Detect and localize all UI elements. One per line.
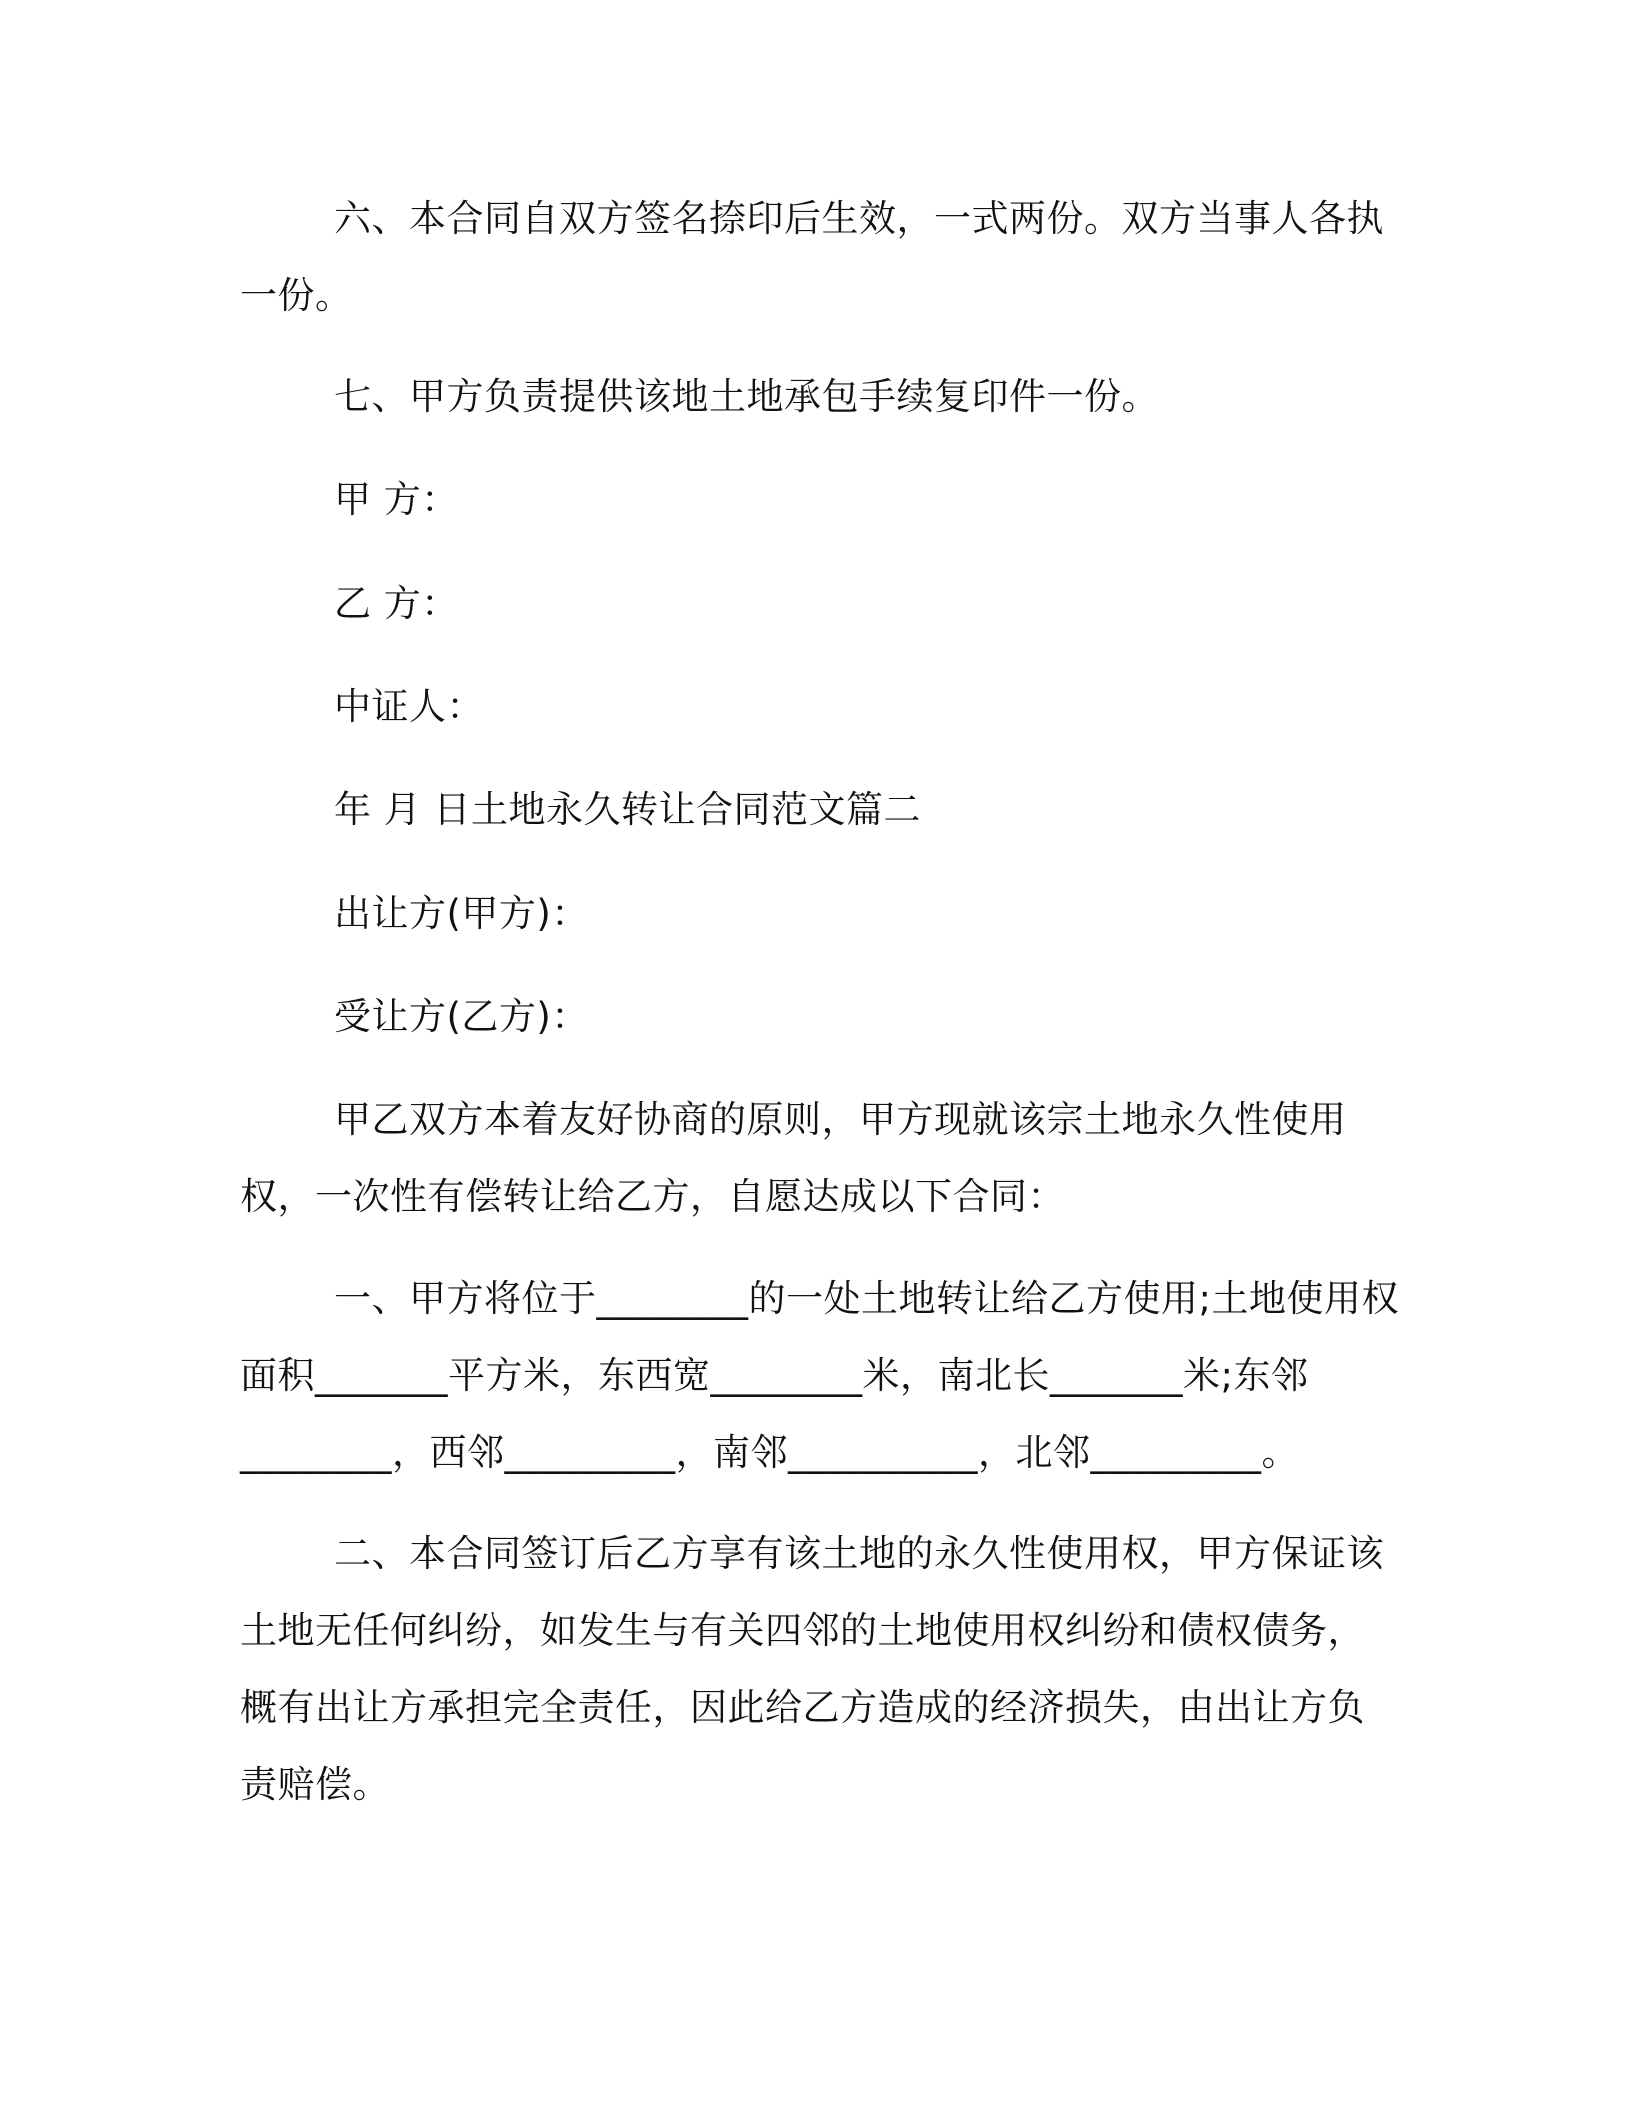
preamble-paragraph: 甲乙双方本着友好协商的原则，甲方现就该宗土地永久性使用权，一次性有偿转让给乙方，自愿达成以下合同： [240, 1098, 1347, 1218]
witness-signature-line: 中证人： [334, 685, 484, 728]
clause-seven-paragraph: 七、甲方负责提供该地土地承包手续复印件一份。 [334, 375, 1159, 418]
party-a-signature-line: 甲 方： [334, 478, 459, 521]
transferor-line: 出让方(甲方)： [334, 892, 589, 935]
transferee-line: 受让方(乙方)： [334, 995, 589, 1038]
clause-one-paragraph: 一、甲方将位于________的一处土地转让给乙方使用;土地使用权面积_______平方米，东西宽________米，南北长_______米;东邻________，西邻_________，南邻__________，北邻_________。 [240, 1277, 1399, 1474]
date-and-section-title: 年 月 日土地永久转让合同范文篇二 [334, 788, 922, 831]
party-b-signature-line: 乙 方： [334, 582, 459, 625]
clause-six-paragraph: 六、本合同自双方签名捺印后生效，一式两份。双方当事人各执一份。 [240, 197, 1384, 317]
clause-two-paragraph: 二、本合同签订后乙方享有该土地的永久性使用权，甲方保证该土地无任何纠纷，如发生与有关四邻的土地使用权纠纷和债权债务，概有出让方承担完全责任，因此给乙方造成的经济损失，由出让方负责赔偿。 [240, 1532, 1384, 1806]
